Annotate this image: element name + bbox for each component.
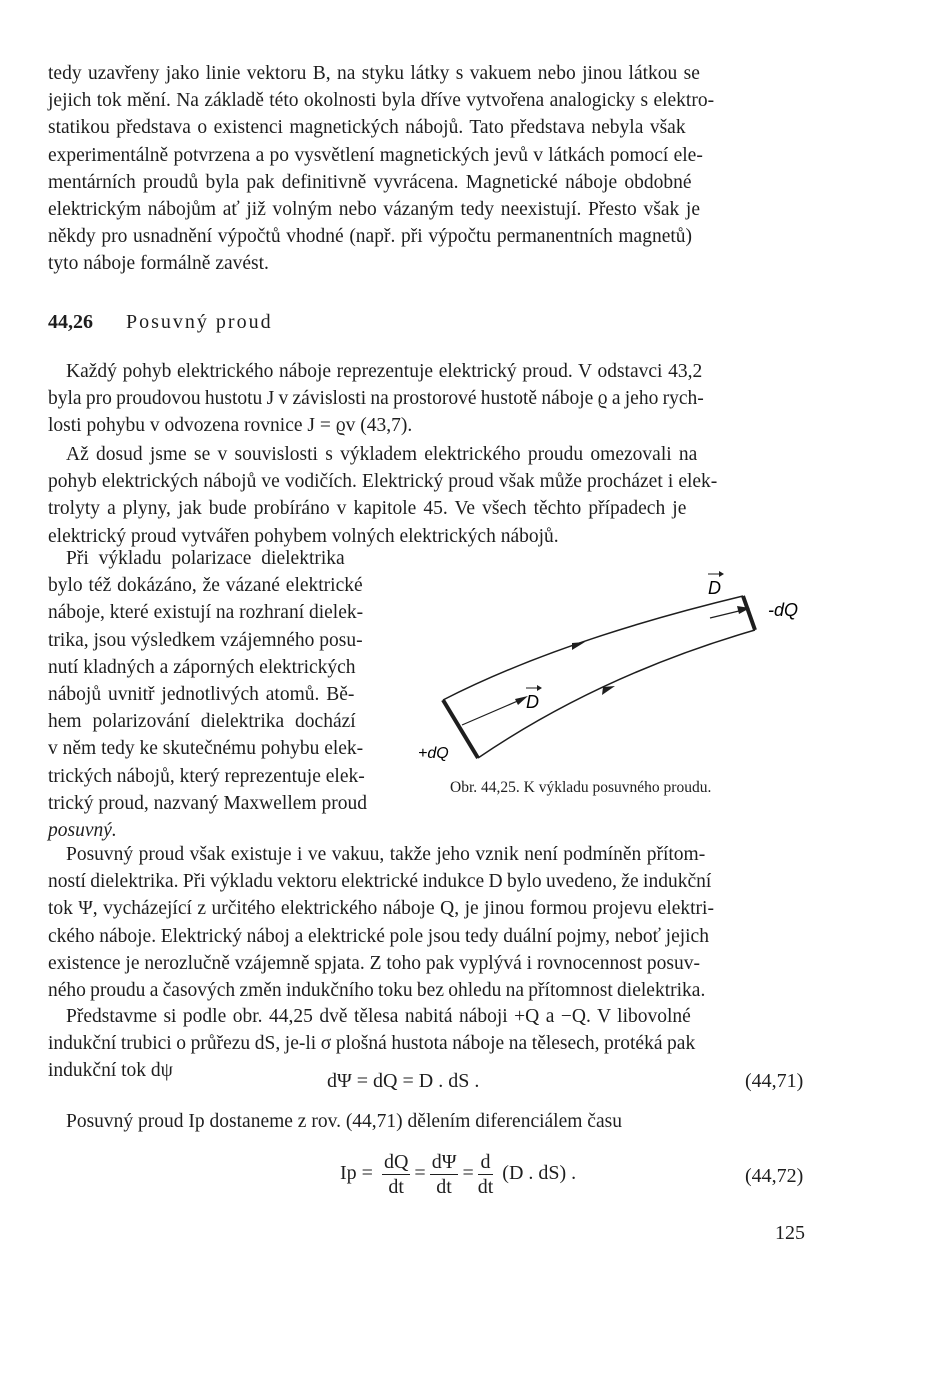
paragraph-conductors [48,441,810,550]
fraction-dpsi-dt [430,1150,459,1199]
text-line: Každý pohyb elektrického náboje reprezentuje elektrický proud. V odstavci 43,2 [66,361,703,382]
text-line: ckého náboje. Elektrický náboj a elektrické pole jsou tedy duální pojmy, neboť jejich [48,925,709,947]
text-line: trolyty a plyny, jak bude probíráno v kapitole 45. Ve všech těchto případech je [48,498,687,520]
section-title: Posuvný proud [126,311,273,333]
section-number: 44,26 [48,311,93,333]
text-line: ného proudu a časových změn indukčního toku bez ohledu na přítomnost dielektrika. [48,980,706,1002]
tube-lower-boundary [478,630,755,758]
text-line: indukční trubici o průřezu dS, je-li σ plošná hustota náboje na tělesech, protéká pak [48,1033,696,1055]
negative-plate [743,596,755,630]
frac-numerator: d [478,1150,494,1175]
text-line: jejich tok mění. Na základě této okolnosti byla dříve vytvořena analogicky s elektro- [48,90,715,112]
text-line: existence je nerozlučně vzájemně spjata. Z toho pak vyplývá i rovnocennost posuv- [48,952,700,974]
text-line: Při výkladu polarizace dielektrika [66,548,345,569]
label-minus-dq: -dQ [768,600,799,620]
frac-denominator: dt [477,1176,494,1198]
equation-number-44-71: (44,71) [745,1070,804,1092]
text-line: posuvný. [48,820,117,842]
text-line: ností dielektrika. Při výkladu vektoru elektrické indukce D bylo uvedeno, že indukční [48,871,712,893]
text-line: trický proud, nazvaný Maxwellem proud [48,792,367,814]
text-line: elektrickým nábojům ať již volným nebo vázaným tedy neexistují. Přesto však je [48,199,700,221]
paragraph-polarization [48,545,400,844]
vector-bar-top-arrow [719,571,724,577]
text-line: tok Ψ, vycházející z určitého elektrického náboje Q, je jinou formou projevu elektri- [48,898,714,920]
text-line: Až dosud jsme se v souvislosti s výkladem elektrického proudu omezovali na [66,444,698,465]
text-line: náboje, které existují na rozhraní dielek- [48,602,364,624]
page-number: 125 [775,1222,805,1244]
text-line: hem polarizování dielektrika dochází [48,711,356,733]
label-d-top: D [708,578,721,598]
figure-displacement-current [410,560,830,775]
text-line: experimentálně potvrzena a po vysvětlení magnetických jevů v látkách pomocí ele- [48,144,703,166]
eq2-lhs: Ip = [340,1162,373,1185]
figure-caption: Obr. 44,25. K výkladu posuvného proudu. [450,779,712,796]
frac-numerator: dQ [383,1151,409,1173]
d-vector-right-line [710,610,743,618]
frac-denominator: dt [436,1176,452,1198]
text-line: Posuvný proud Ip dostaneme z rov. (44,71) dělením diferenciálem času [66,1111,622,1132]
frac-denominator: dt [388,1176,404,1198]
eq2-tail: (D . dS) . [502,1162,577,1185]
text-line: nábojů uvnitř jednotlivých atomů. Bě- [48,684,355,706]
equation-number-44-72: (44,72) [745,1165,804,1187]
text-line: statikou představa o existenci magnetických nábojů. Tato představa nebyla však [48,117,686,139]
text-line: nutí kladných a záporných elektrických [48,656,356,678]
text-line: bylo též dokázáno, že vázané elektrické [48,575,363,597]
text-line: Posuvný proud však existuje i ve vakuu, takže jeho vznik není podmíněn přítom- [66,844,706,865]
arrow-head-upper [572,642,585,650]
text-line: pohyb elektrických nábojů ve vodičích. Elektrický proud však může procházet i elek- [48,471,718,493]
text-line: elektrický proud vytvářen pohybem volných elektrických nábojů. [48,525,559,547]
equation-44-71: dΨ = dQ = D . dS . [327,1070,480,1092]
equation-44-72: Ip = $\frac{dQ}{dt}$ = $\frac{d\Psi}{dt}$ = $\frac{d}{dt}$ (D . dS) . [340,1151,577,1198]
text-line: losti pohybu v odvozena rovnice J = ϱv (43,7). [48,415,413,437]
label-plus-dq: +dQ [418,745,449,762]
paragraph-magnetic-charges [48,60,810,278]
arrow-head-lower [602,686,615,695]
vector-bar-mid-arrow [537,685,542,691]
text-line: v něm tedy ke skutečnému pohybu elek- [48,738,364,760]
paragraph-current-density [48,358,810,440]
text-line: indukční tok dψ [48,1060,173,1082]
text-line: tedy uzavřeny jako linie vektoru B, na styku látky s vakuem nebo jinou látkou se [48,63,700,84]
text-line: mentárních proudů byla pak definitivně vyvrácena. Magnetické náboje obdobné [48,171,692,193]
fraction-d-dt [478,1150,494,1199]
paragraph-displacement-current [48,1108,810,1135]
frac-numerator: dΨ [431,1151,457,1173]
section-heading [48,311,273,334]
text-line: byla pro proudovou hustotu J v závislosti na prostorové hustotě náboje ϱ a jeho rych- [48,388,704,410]
text-line: Představme si podle obr. 44,25 dvě tělesa nabitá náboji +Q a −Q. V libovolné [66,1006,691,1027]
text-line: tyto náboje formálně zavést. [48,253,269,275]
paragraph-vacuum [48,841,810,1004]
label-d-mid: D [526,692,539,712]
fraction-dq-dt [382,1150,410,1199]
d-vector-line [462,700,520,725]
text-line: trických nábojů, který reprezentuje elek- [48,765,365,787]
text-line: trika, jsou výsledkem vzájemného posu- [48,629,363,651]
text-line: někdy pro usnadnění výpočtů vhodné (např. při výpočtu permanentních magnetů) [48,226,693,248]
